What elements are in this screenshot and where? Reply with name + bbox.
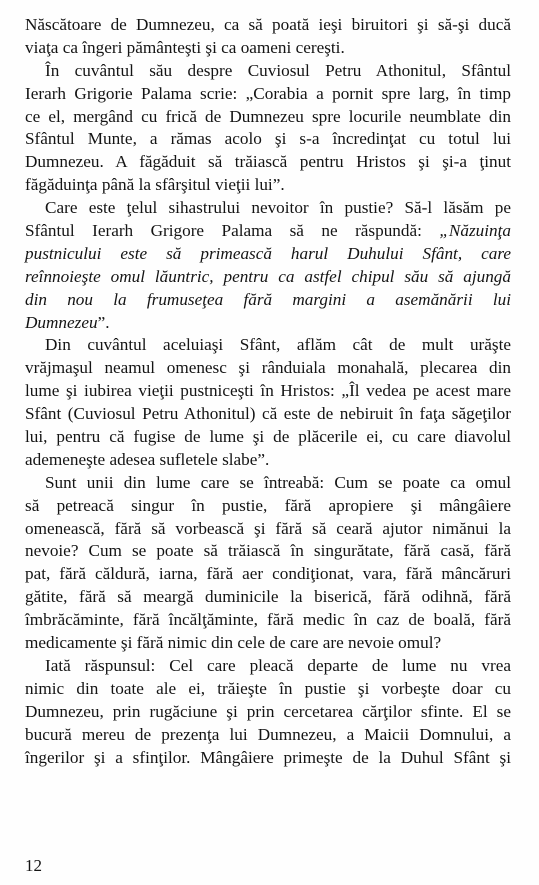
line-text: ”.	[97, 312, 110, 332]
line-text: vrăjmaşul neamul omenesc şi rânduiala monahală, plecarea din	[25, 358, 511, 378]
line-text: lume şi iubirea vieţii pustniceşti în Hristos: „Îl vedea pe acest mare	[25, 381, 511, 401]
text-line	[25, 14, 511, 37]
text-line	[25, 426, 511, 449]
line-text: Sfântul Ierarh Grigore Palama să ne răspundă:	[25, 221, 440, 241]
text-line	[25, 289, 511, 312]
quote-italic-text: reînnoieşte omul lăuntric, pentru ca astfel chipul său să ajungă	[25, 266, 511, 286]
page-number: 12	[25, 856, 42, 875]
line-text: să petreacă singur în pustie, fără apropiere şi mângâiere	[25, 495, 511, 515]
paragraph	[25, 14, 511, 60]
text-line	[25, 106, 511, 129]
body-text	[25, 14, 511, 769]
text-line	[25, 495, 511, 518]
text-line	[25, 174, 511, 197]
line-text: viaţa ca îngeri pământeşti şi ca oameni cereşti.	[25, 37, 345, 57]
paragraph	[25, 60, 511, 197]
line-text: făgăduinţa până la sfârşitul vieţii lui”.	[25, 175, 285, 195]
text-line	[25, 334, 511, 357]
text-line	[25, 701, 511, 724]
quote-italic-text: „Năzuinţa	[439, 221, 511, 241]
line-text: lui, pentru că fugise de lume şi de plăcerile ei, cu care diavolul	[25, 427, 511, 447]
text-line	[25, 266, 511, 289]
quote-italic-text: pustnicului este să primească harul Duhului Sfânt, care	[25, 243, 511, 263]
text-line	[25, 197, 511, 220]
text-line	[25, 357, 511, 380]
text-line	[25, 151, 511, 174]
text-line	[25, 655, 511, 678]
text-line	[25, 563, 511, 586]
line-text: îngerilor şi a sfinţilor. Mângâiere primeşte de la Duhul Sfânt şi	[25, 747, 511, 767]
text-line	[25, 609, 511, 632]
line-text: nevoie? Cum se poate să trăiască în singurătate, fără casă, fără	[25, 541, 511, 561]
quote-italic-text: din nou la frumuseţea fără margini a asemănării lui	[25, 289, 511, 309]
line-text: Iată răspunsul: Cel care pleacă departe de lume nu vrea	[45, 655, 511, 675]
paragraph	[25, 197, 511, 334]
text-line	[25, 312, 511, 335]
line-text: Dumnezeu, prin rugăciune şi prin cercetarea cărţilor sfinte. El se	[25, 701, 511, 721]
text-line	[25, 632, 511, 655]
line-text: Născătoare de Dumnezeu, ca să poată ieşi biruitori şi să-şi ducă	[25, 15, 511, 34]
text-line	[25, 243, 511, 266]
text-line	[25, 747, 511, 770]
text-line	[25, 60, 511, 83]
text-line	[25, 380, 511, 403]
line-text: nimic din toate ale ei, trăieşte în pustie şi vorbeşte doar cu	[25, 678, 511, 698]
text-line	[25, 586, 511, 609]
line-text: ademeneşte adesea sufletele slabe”.	[25, 449, 270, 469]
line-text: îmbrăcăminte, fără încălţăminte, fără medic în caz de boală, fără	[25, 610, 511, 630]
line-text: gătite, fără să meargă duminicile la biserică, fără odihnă, fără	[25, 587, 511, 607]
line-text: Sfântul Munte, a rămas acolo şi s-a încredinţat cu totul lui	[25, 129, 511, 149]
line-text: Care este ţelul sihastrului nevoitor în pustie? Să-l lăsăm pe	[45, 198, 511, 218]
text-line	[25, 678, 511, 701]
text-line	[25, 128, 511, 151]
text-line	[25, 37, 511, 60]
paragraph	[25, 472, 511, 655]
line-text: Sunt unii din lume care se întreabă: Cum se poate ca omul	[45, 472, 511, 492]
text-line	[25, 83, 511, 106]
line-text: Ierarh Grigorie Palama scrie: „Corabia a pornit spre larg, în timp	[25, 83, 511, 103]
text-line	[25, 472, 511, 495]
line-text: bucură mereu de prezenţa lui Dumnezeu, a Maicii Domnului, a	[25, 724, 511, 744]
line-text: Sfânt (Cuviosul Petru Athonitul) că este de nebiruit în faţa săgeţilor	[25, 404, 511, 424]
paragraph	[25, 334, 511, 471]
text-line	[25, 540, 511, 563]
line-text: medicamente şi fără nimic din cele de care are nevoie omul?	[25, 633, 442, 653]
text-line	[25, 518, 511, 541]
text-line	[25, 220, 511, 243]
text-line	[25, 403, 511, 426]
text-line	[25, 449, 511, 472]
paragraph	[25, 655, 511, 769]
line-text: omenească, fără să vorbească şi fără să ceară ajutor nimănui la	[25, 518, 511, 538]
line-text: În cuvântul său despre Cuviosul Petru Athonitul, Sfântul	[45, 60, 511, 80]
line-text: Dumnezeu. A făgăduit să trăiască pentru Hristos şi şi-a ţinut	[25, 152, 511, 172]
quote-italic-text: Dumnezeu	[25, 312, 98, 332]
text-line	[25, 724, 511, 747]
line-text: ce el, mergând cu frică de Dumnezeu spre locurile neumblate din	[25, 106, 511, 126]
line-text: pat, fără căldură, iarna, fără aer condiţionat, vara, fără mâncăruri	[25, 564, 511, 584]
line-text: Din cuvântul aceluiaşi Sfânt, aflăm cât de mult urăşte	[45, 335, 511, 355]
